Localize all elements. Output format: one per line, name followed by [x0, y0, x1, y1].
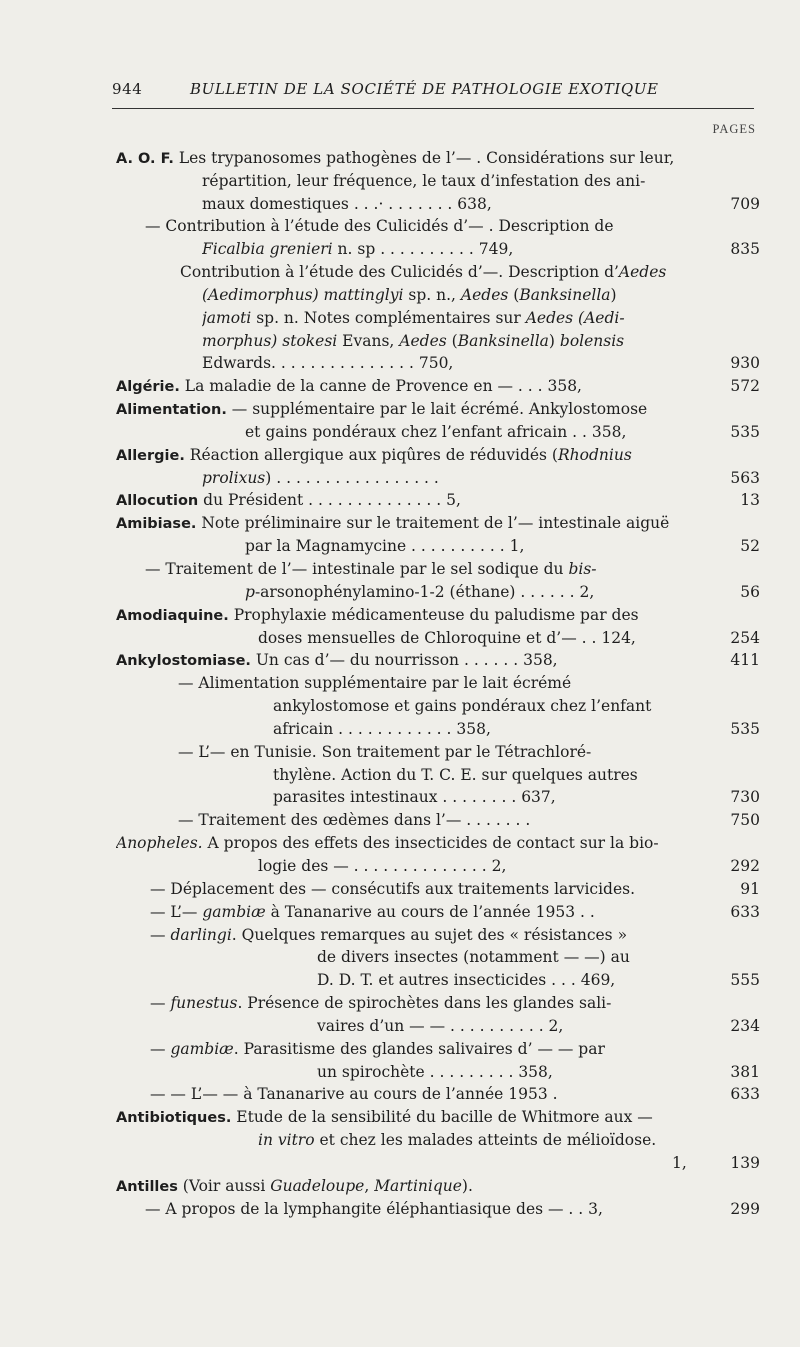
- page-reference: 730: [730, 788, 760, 806]
- entry-text: — A propos de la lymphangite éléphantiasique des — . . 3,: [145, 1200, 603, 1218]
- entry-text: du Président . . . . . . . . . . . . . . 5,: [198, 491, 461, 509]
- page-reference: 381: [730, 1063, 760, 1081]
- page-reference: 52: [740, 537, 760, 555]
- entry-text: — supplémentaire par le lait écrémé. Ankylostomose: [226, 400, 648, 418]
- entry-text: Note préliminaire sur le traitement de l’— intestinale aiguë: [196, 514, 670, 532]
- italic-text: Ficalbia grenieri: [202, 240, 333, 258]
- index-line: [150, 878, 690, 900]
- index-line: [150, 1083, 690, 1105]
- entry-text: thylène. Action du T. C. E. sur quelques autres: [273, 766, 638, 784]
- entry-text: ,: [364, 1177, 375, 1195]
- entry-text: sp. n.,: [403, 286, 461, 304]
- entry-text: africain . . . . . . . . . . . . 358,: [273, 720, 491, 738]
- entry-keyword: Alimentation.: [116, 402, 227, 418]
- entry-text: . Quelques remarques au sujet des « résistances »: [231, 926, 628, 944]
- entry-text: (Voir aussi: [177, 1177, 271, 1195]
- page-reference: 535: [730, 720, 760, 738]
- entry-text: parasites intestinaux . . . . . . . . 637,: [273, 788, 556, 806]
- entry-keyword: Algérie.: [116, 379, 180, 395]
- entry-text: — Déplacement des — consécutifs aux traitements larvicides.: [150, 880, 636, 898]
- page-reference: 292: [730, 857, 760, 875]
- entry-text: — Alimentation supplémentaire par le lait écrémé: [178, 674, 572, 692]
- italic-text: gambiæ: [202, 903, 266, 921]
- index-line: [178, 741, 690, 763]
- italic-text: p: [245, 583, 255, 601]
- italic-text: jamoti: [202, 309, 252, 327]
- italic-text: Guadeloupe: [270, 1177, 365, 1195]
- italic-text: Martinique: [374, 1177, 462, 1195]
- entry-text: Etude de la sensibilité du bacille de Whitmore aux —: [231, 1108, 653, 1126]
- entry-text: Contribution à l’étude des Culicidés d’—. Description d’: [180, 263, 619, 281]
- page-reference: 299: [730, 1200, 760, 1218]
- index-line: [116, 147, 690, 169]
- index-line: [202, 284, 690, 306]
- index-line: [245, 581, 690, 603]
- entry-text: et chez les malades atteints de mélioïdose.: [314, 1131, 657, 1149]
- index-line: [202, 352, 690, 374]
- italic-text: (Aedimorphus) mattinglyi: [202, 286, 404, 304]
- page-reference: 535: [730, 423, 760, 441]
- header-rule: [112, 108, 754, 109]
- index-line: [150, 901, 690, 923]
- entry-text: Réaction allergique aux piqûres de réduvidés (: [184, 446, 558, 464]
- index-line: [245, 421, 690, 443]
- entry-text: de divers insectes (notamment — —) au: [317, 948, 630, 966]
- entry-text: — L’—: [150, 903, 203, 921]
- journal-title: BULLETIN DE LA SOCIÉTÉ DE PATHOLOGIE EXOTIQUE: [190, 80, 659, 98]
- entry-text: ankylostomose et gains pondéraux chez l’enfant: [273, 697, 652, 715]
- entry-text: maux domestiques . . .· . . . . . . . 638,: [202, 195, 492, 213]
- index-line: [180, 261, 690, 283]
- index-line: [202, 330, 690, 352]
- index-line: [116, 512, 690, 534]
- index-line: [116, 444, 690, 466]
- entry-keyword: Amibiase.: [116, 516, 197, 532]
- entry-text: ) . . . . . . . . . . . . . . . . .: [265, 469, 439, 487]
- page-reference: 633: [730, 1085, 760, 1103]
- index-line: [258, 1129, 690, 1151]
- index-line: [116, 832, 690, 854]
- entry-text: — — L’— — à Tananarive au cours de l’année 1953 .: [150, 1085, 558, 1103]
- entry-text: un spirochète . . . . . . . . . 358,: [317, 1063, 553, 1081]
- entry-text: vaires d’un — — . . . . . . . . . . 2,: [317, 1017, 564, 1035]
- entry-text: par la Magnamycine . . . . . . . . . . 1,: [245, 537, 525, 555]
- entry-text: -arsonophénylamino-1-2 (éthane) . . . . . . 2,: [254, 583, 595, 601]
- index-line: [116, 1106, 690, 1128]
- entry-text: Edwards. . . . . . . . . . . . . . . 750,: [202, 354, 454, 372]
- entry-text: . Présence de spirochètes dans les glandes sali-: [237, 994, 612, 1012]
- index-line: [202, 467, 690, 489]
- index-line: [317, 1015, 690, 1037]
- index-line: [317, 946, 690, 968]
- entry-text: Les trypanosomes pathogènes de l’— . Considérations sur leur,: [173, 149, 675, 167]
- index-line: [145, 215, 690, 237]
- index-line: [273, 718, 690, 740]
- entry-text: —: [150, 1040, 171, 1058]
- entry-text: Evans,: [337, 332, 400, 350]
- entry-text: n. sp . . . . . . . . . . 749,: [332, 240, 514, 258]
- italic-text: gambiæ: [170, 1040, 234, 1058]
- italic-text: Aedes: [618, 263, 667, 281]
- page-reference: 930: [730, 354, 760, 372]
- index-line: [317, 1061, 690, 1083]
- index-line: [145, 558, 690, 580]
- index-line: [116, 1175, 690, 1197]
- running-header: [112, 80, 754, 104]
- entry-text: à Tananarive au cours de l’année 1953 . .: [265, 903, 595, 921]
- entry-text: — Contribution à l’étude des Culicidés d’— . Description de: [145, 217, 614, 235]
- italic-text: Aedes (Aedi-: [525, 309, 625, 327]
- entry-text: — L’— en Tunisie. Son traitement par le Tétrachloré-: [178, 743, 592, 761]
- entry-text: Un cas d’— du nourrisson . . . . . . 358,: [250, 651, 558, 669]
- page-number: 944: [112, 80, 143, 98]
- italic-text: in vitro: [258, 1131, 315, 1149]
- entry-text: D. D. T. et autres insecticides . . . 469,: [317, 971, 616, 989]
- page-reference: 835: [730, 240, 760, 258]
- index-line: [150, 1038, 690, 1060]
- index-line: [116, 398, 690, 420]
- entry-text: ): [610, 286, 617, 304]
- italic-text: bolensis: [559, 332, 625, 350]
- entry-keyword: Antilles: [116, 1179, 178, 1195]
- entry-keyword: Allocution: [116, 493, 199, 509]
- index-line: [672, 1152, 690, 1174]
- index-line: [116, 649, 690, 671]
- index-line: [317, 969, 690, 991]
- entry-text: — Traitement des œdèmes dans l’— . . . . . . .: [178, 811, 531, 829]
- index-line: [273, 695, 690, 717]
- entry-keyword: A. O. F.: [116, 151, 174, 167]
- index-line: [258, 627, 690, 649]
- entry-text: (: [508, 286, 520, 304]
- page-reference: 572: [730, 377, 760, 395]
- page-reference: 555: [730, 971, 760, 989]
- entry-text: La maladie de la canne de Provence en — . . . 358,: [179, 377, 582, 395]
- index-line: [116, 489, 690, 511]
- entry-text: . Parasitisme des glandes salivaires d’ — — par: [233, 1040, 605, 1058]
- page-reference: 56: [740, 583, 760, 601]
- entry-text: — Traitement de l’— intestinale par le sel sodique du: [145, 560, 569, 578]
- page-reference: 13: [740, 491, 760, 509]
- entry-text: (: [446, 332, 458, 350]
- index-line: [202, 193, 690, 215]
- index-line: [178, 809, 690, 831]
- italic-text: prolixus: [202, 469, 266, 487]
- page-reference: 234: [730, 1017, 760, 1035]
- page-reference: 709: [730, 195, 760, 213]
- entry-keyword: Ankylostomiase.: [116, 653, 251, 669]
- italic-text: funestus: [170, 994, 238, 1012]
- entry-text: et gains pondéraux chez l’enfant africain . . 358,: [245, 423, 627, 441]
- pages-column-label: PAGES: [712, 122, 756, 136]
- index-line: [202, 238, 690, 260]
- entry-text: ): [548, 332, 560, 350]
- entry-text: —: [150, 994, 171, 1012]
- index-line: [202, 307, 690, 329]
- entry-keyword: Antibiotiques.: [116, 1110, 232, 1126]
- entry-text: doses mensuelles de Chloroquine et d’— . . 124,: [258, 629, 636, 647]
- index-line: [116, 604, 690, 626]
- index-line: [178, 672, 690, 694]
- index-line: [258, 855, 690, 877]
- entry-keyword: Amodiaquine.: [116, 608, 229, 624]
- italic-text: Aedes: [399, 332, 447, 350]
- entry-text: répartition, leur fréquence, le taux d’infestation des ani-: [202, 172, 646, 190]
- entry-text: sp. n. Notes complémentaires sur: [251, 309, 526, 327]
- page-reference: 750: [730, 811, 760, 829]
- page-reference: 91: [740, 880, 760, 898]
- italic-text: Banksinella: [519, 286, 611, 304]
- index-line: [202, 170, 690, 192]
- italic-text: Anopheles.: [116, 834, 203, 852]
- page-reference: 563: [730, 469, 760, 487]
- entry-text: —: [150, 926, 171, 944]
- italic-text: Aedes: [460, 286, 509, 304]
- index-line: [273, 764, 690, 786]
- italic-text: Banksinella: [457, 332, 549, 350]
- index-line: [273, 786, 690, 808]
- page-reference: 411: [730, 651, 760, 669]
- page-reference: 139: [730, 1154, 760, 1172]
- index-line: [245, 535, 690, 557]
- page-reference: 633: [730, 903, 760, 921]
- entry-text: logie des — . . . . . . . . . . . . . . 2,: [258, 857, 507, 875]
- italic-text: morphus) stokesi: [202, 332, 338, 350]
- italic-text: darlingi: [170, 926, 232, 944]
- entry-keyword: Allergie.: [116, 448, 185, 464]
- italic-text: bis-: [568, 560, 597, 578]
- index-line: [150, 992, 690, 1014]
- index-line: [145, 1198, 690, 1220]
- entry-text: A propos des effets des insecticides de contact sur la bio-: [202, 834, 659, 852]
- italic-text: Rhodnius: [557, 446, 632, 464]
- index-line: [150, 924, 690, 946]
- entry-text: Prophylaxie médicamenteuse du paludisme par des: [228, 606, 639, 624]
- page-reference: 254: [730, 629, 760, 647]
- entry-text: 1,: [672, 1154, 687, 1172]
- index-line: [116, 375, 690, 397]
- entry-text: ).: [461, 1177, 473, 1195]
